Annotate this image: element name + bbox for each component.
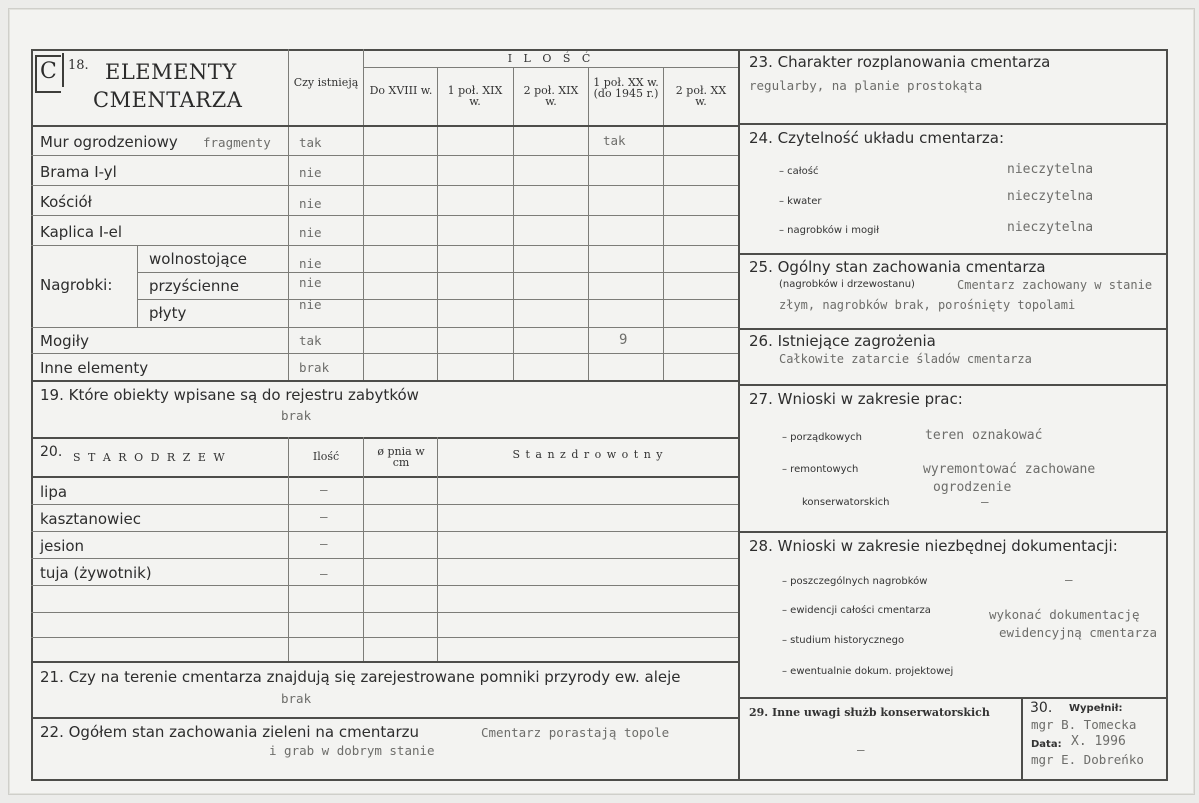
s27-porzadkowych-label: – porządkowych [782, 432, 862, 443]
row-label-kaplica: Kaplica I-el [40, 223, 123, 241]
grid-line [137, 245, 138, 327]
s19-value: brak [281, 408, 312, 423]
tree-name-kasztanowiec: kasztanowiec [40, 510, 141, 528]
s30-extra-value: mgr E. Dobreńko [1031, 752, 1144, 767]
row-exists-kaplica: nie [299, 225, 322, 240]
row-exists-plyty: nie [299, 297, 322, 312]
s25-sub: (nagrobków i drzewostanu) [779, 279, 915, 290]
record-card [8, 8, 1195, 795]
grid-line [363, 67, 738, 68]
s25-label: 25. Ogólny stan zachowania cmentarza [749, 258, 1046, 276]
grid-line [738, 384, 1168, 386]
s22-label: 22. Ogółem stan zachowania zieleni na cmentarzu [40, 723, 420, 741]
s28-value-line-1: wykonać dokumentację [989, 607, 1140, 622]
s28-item-4: – ewentualnie dokum. projektowej [782, 666, 954, 677]
grid-line [31, 185, 738, 186]
s28-item-3: – studium historycznego [782, 635, 905, 646]
s24-value-nagrobkow: nieczytelna [1007, 220, 1094, 235]
s20-col-pnia: ø pnia w cm [377, 445, 425, 469]
row-xx1-mur: tak [603, 133, 626, 148]
grid-line [31, 585, 738, 586]
period-header-5: 2 poł. XX w. [675, 84, 727, 108]
grid-line [31, 504, 738, 505]
frame-left [31, 49, 33, 781]
s24-label: 24. Czytelność układu cmentarza: [749, 129, 1005, 147]
s29-label: 29. Inne uwagi służb konserwatorskich [749, 706, 990, 719]
s27-remontowych-label: – remontowych [782, 464, 859, 475]
period-header-3: 2 poł. XIX w. [523, 84, 579, 108]
grid-line [31, 476, 738, 478]
s28-value-line-2: ewidencyjną cmentarza [999, 625, 1158, 640]
s27-remontowych-value-line-2: ogrodzenie [933, 480, 1012, 495]
grid-line [588, 67, 589, 380]
s28-label: 28. Wnioski w zakresie niezbędnej dokumentacji: [749, 537, 1118, 555]
col-exists-header: Czy istnieją [293, 76, 359, 89]
s30-number: 30. [1030, 700, 1053, 716]
s24-item-calosc: – całość [779, 166, 819, 177]
row-label-plyty: płyty [149, 304, 187, 322]
s26-value: Całkowite zatarcie śladów cmentarza [779, 352, 1032, 366]
grid-line [31, 155, 738, 156]
row-label-brama: Brama I-yl [40, 163, 117, 181]
tree-count-jesion: – [320, 536, 328, 551]
tree-count-tuja: – [320, 566, 328, 581]
row-xx1-mogily: 9 [619, 332, 628, 348]
grid-line [738, 328, 1168, 330]
s30-filled-label: Wypełnił: [1069, 703, 1123, 714]
tree-name-tuja: tuja (żywotnik) [40, 564, 152, 582]
frame-middle [738, 49, 740, 781]
grid-line [31, 437, 738, 439]
row-exists-kosciol: nie [299, 196, 322, 211]
row-exists-mur: tak [299, 135, 322, 150]
period-header-2: 1 poł. XIX w. [447, 84, 503, 108]
row-label-przyscienne: przyścienne [149, 277, 240, 295]
frame-top [31, 49, 1168, 51]
ilosc-header: I L O Ś Ć [507, 52, 595, 65]
s24-item-nagrobkow: – nagrobków i mogił [779, 225, 880, 236]
s21-value: brak [281, 691, 312, 706]
grid-line [738, 123, 1168, 125]
s30-filled-value: mgr B. Tomecka [1031, 717, 1137, 732]
grid-line [31, 245, 738, 246]
grid-line [513, 67, 514, 380]
s20-title: S T A R O D R Z E W [73, 451, 227, 464]
tree-count-lipa: – [320, 482, 328, 497]
row-label-kosciol: Kościół [40, 193, 92, 211]
s27-remontowych-value-line-1: wyremontować zachowane [923, 462, 1096, 477]
s24-value-calosc: nieczytelna [1007, 162, 1094, 177]
grid-line [738, 531, 1168, 533]
row-exists-inne: brak [299, 360, 330, 375]
tree-count-kasztanowiec: – [320, 509, 328, 524]
frame-bottom [31, 779, 1168, 781]
grid-line [738, 253, 1168, 255]
s21-label: 21. Czy na terenie cmentarza znajdują się zarejestrowane pomniki przyrody ew. aleje [40, 668, 681, 686]
s19-label: 19. Które obiekty wpisane są do rejestru zabytków [40, 386, 419, 404]
s30-date-value: X. 1996 [1071, 734, 1126, 749]
s20-col-ilosc: Ilość [312, 450, 340, 463]
s23-label: 23. Charakter rozplanowania cmentarza [749, 53, 1051, 71]
s28-item-2: – ewidencji całości cmentarza [782, 605, 931, 616]
grid-line [288, 437, 289, 661]
title-line-2: CMENTARZA [93, 88, 243, 112]
grid-line [137, 272, 738, 273]
row-exists-mogily: tak [299, 333, 322, 348]
period-header-4: 1 poł. XX w. (do 1945 r.) [593, 76, 659, 100]
s27-konserwatorskich-value: – [981, 494, 989, 509]
tree-name-lipa: lipa [40, 483, 68, 501]
grid-line [31, 125, 738, 127]
s20-col-stan: S t a n z d r o w o t n y [512, 448, 664, 461]
section-letter: C [40, 59, 58, 84]
s20-number: 20. [40, 444, 63, 460]
title-line-1: ELEMENTY [105, 60, 237, 84]
section-number: 18. [68, 58, 89, 73]
row-label-mogily: Mogiły [40, 332, 89, 350]
grid-line [738, 697, 1168, 699]
s25-value-line-1: Cmentarz zachowany w stanie [957, 278, 1153, 292]
s24-value-kwater: nieczytelna [1007, 189, 1094, 204]
s30-date-label: Data: [1031, 739, 1062, 750]
row-label-wolnostojace: wolnostojące [149, 250, 248, 268]
grid-line [31, 327, 738, 328]
s26-label: 26. Istniejące zagrożenia [749, 332, 936, 350]
grid-line [363, 437, 364, 661]
s25-value-line-2: złym, nagrobków brak, porośnięty topolami [779, 298, 1076, 312]
period-header-1: Do XVIII w. [369, 84, 433, 97]
row-label-nagrobki: Nagrobki: [40, 276, 113, 294]
frame-right [1166, 49, 1168, 781]
grid-line [31, 353, 738, 354]
s29-value: – [857, 742, 865, 757]
grid-line [437, 67, 438, 380]
tree-name-jesion: jesion [40, 537, 85, 555]
grid-line [663, 67, 664, 380]
grid-line [137, 299, 738, 300]
letter-divider [62, 53, 64, 87]
s28-item-1: – poszczególnych nagrobków [782, 576, 928, 587]
s27-porzadkowych-value: teren oznakować [925, 428, 1043, 443]
grid-line [31, 380, 738, 382]
s22-value-line-2: i grab w dobrym stanie [269, 743, 435, 758]
grid-line [31, 637, 738, 638]
row-exists-wolnostojace: nie [299, 256, 322, 271]
s27-konserwatorskich-label: konserwatorskich [802, 497, 890, 508]
grid-line [31, 558, 738, 559]
grid-line [1021, 697, 1023, 781]
row-label-inne: Inne elementy [40, 359, 149, 377]
row-label-mur: Mur ogrodzeniowy [40, 133, 178, 151]
grid-line [31, 531, 738, 532]
grid-line [31, 215, 738, 216]
s28-item-1-value: – [1065, 572, 1073, 587]
s27-label: 27. Wnioski w zakresie prac: [749, 390, 963, 408]
row-note-mur: fragmenty [203, 135, 271, 150]
s22-value-line-1: Cmentarz porastają topole [481, 725, 670, 740]
grid-line [31, 661, 738, 663]
row-exists-brama: nie [299, 165, 322, 180]
row-exists-przyscienne: nie [299, 275, 322, 290]
s23-value: regularby, na planie prostokąta [749, 78, 983, 93]
grid-line [31, 717, 738, 719]
s24-item-kwater: – kwater [779, 196, 822, 207]
grid-line [31, 612, 738, 613]
grid-line [437, 437, 438, 661]
